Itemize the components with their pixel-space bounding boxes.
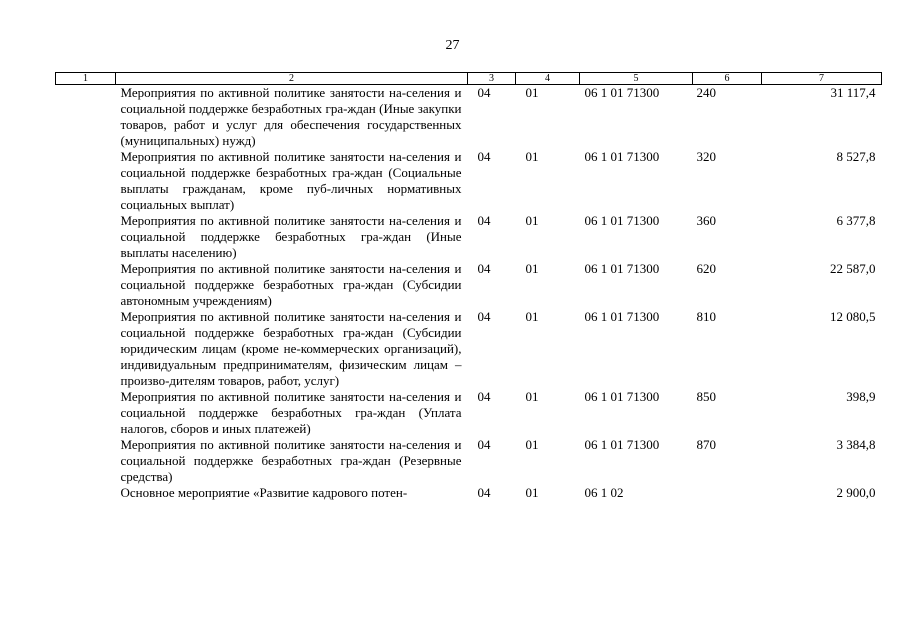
header-col-3: 3: [468, 73, 516, 85]
row-razdel: 01: [525, 389, 539, 404]
row-number-cell: [56, 437, 116, 485]
table-row: [56, 149, 882, 213]
row-ved: 04: [477, 149, 491, 164]
row-vr: 320: [696, 149, 716, 164]
row-kcs: 06 1 01 71300: [584, 389, 660, 404]
page-number: 27: [445, 38, 460, 53]
row-name: Мероприятия по активной политике занятости на-селения и социальной поддержке безработных гра-ждан (Субсидии юридическим лицам (кроме не-коммерческих организаций), индивидуальным предпринимателям, физическим лицам – произво-дителям товаров, работ, услуг): [120, 309, 462, 388]
row-vr: 850: [696, 389, 716, 404]
row-amount: 6 377,8: [836, 213, 876, 228]
row-name: Мероприятия по активной политике занятости на-селения и социальной поддержке безработных гра-ждан (Уплата налогов, сборов и иных платежей): [120, 389, 462, 436]
row-name: Основное мероприятие «Развитие кадрового потен-: [120, 485, 408, 500]
header-col-6: 6: [693, 73, 762, 85]
row-ved: 04: [477, 261, 491, 276]
table-row: [56, 261, 882, 309]
table-body: [56, 85, 882, 502]
header-col-2: 2: [116, 73, 468, 85]
row-number-cell: [56, 85, 116, 150]
table-row: [56, 437, 882, 485]
row-name: Мероприятия по активной политике занятости на-селения и социальной поддержке безработных гра-ждан (Социальные выплаты гражданам, кроме пуб-личных нормативных социальных выплат): [120, 149, 462, 212]
row-razdel: 01: [525, 85, 539, 100]
header-col-5: 5: [580, 73, 693, 85]
row-ved: 04: [477, 309, 491, 324]
row-name: Мероприятия по активной политике занятости на-селения и социальной поддержке безработных гра-ждан (Иные закупки товаров, работ и услуг для обеспечения государственных (муниципальных) нужд): [120, 85, 462, 148]
row-vr: 620: [696, 261, 716, 276]
row-kcs: 06 1 01 71300: [584, 261, 660, 276]
row-number-cell: [56, 309, 116, 389]
row-vr: 240: [696, 85, 716, 100]
budget-table: [55, 72, 882, 501]
table-row: [56, 309, 882, 389]
row-amount: 12 080,5: [830, 309, 876, 324]
row-kcs: 06 1 01 71300: [584, 437, 660, 452]
row-kcs: 06 1 01 71300: [584, 149, 660, 164]
row-kcs: 06 1 02: [584, 485, 624, 500]
row-razdel: 01: [525, 149, 539, 164]
table-header: [56, 73, 882, 85]
row-number-cell: [56, 389, 116, 437]
row-amount: 22 587,0: [830, 261, 876, 276]
row-number-cell: [56, 261, 116, 309]
row-name: Мероприятия по активной политике занятости на-селения и социальной поддержке безработных гра-ждан (Резервные средства): [120, 437, 462, 484]
row-ved: 04: [477, 485, 491, 500]
header-col-4: 4: [516, 73, 580, 85]
row-name: Мероприятия по активной политике занятости на-селения и социальной поддержке безработных гра-ждан (Субсидии автономным учреждениям): [120, 261, 462, 308]
row-ved: 04: [477, 437, 491, 452]
row-amount: 398,9: [846, 389, 876, 404]
row-amount: 31 117,4: [830, 85, 876, 100]
row-amount: 2 900,0: [836, 485, 876, 500]
header-col-1: 1: [56, 73, 116, 85]
header-col-7: 7: [762, 73, 882, 85]
row-ved: 04: [477, 389, 491, 404]
row-vr: 810: [696, 309, 716, 324]
row-vr: [693, 485, 762, 501]
row-number-cell: [56, 485, 116, 501]
row-amount: 3 384,8: [836, 437, 876, 452]
row-vr: 870: [696, 437, 716, 452]
row-ved: 04: [477, 213, 491, 228]
row-razdel: 01: [525, 213, 539, 228]
row-razdel: 01: [525, 437, 539, 452]
row-razdel: 01: [525, 261, 539, 276]
table-row: [56, 85, 882, 150]
header-row: [56, 73, 882, 85]
row-number-cell: [56, 149, 116, 213]
row-vr: 360: [696, 213, 716, 228]
table-row: [56, 213, 882, 261]
row-amount: 8 527,8: [836, 149, 876, 164]
row-kcs: 06 1 01 71300: [584, 309, 660, 324]
table-row: [56, 485, 882, 501]
row-number-cell: [56, 213, 116, 261]
table-row: [56, 389, 882, 437]
row-kcs: 06 1 01 71300: [584, 213, 660, 228]
row-razdel: 01: [525, 485, 539, 500]
row-razdel: 01: [525, 309, 539, 324]
row-name: Мероприятия по активной политике занятости на-селения и социальной поддержке безработных гра-ждан (Иные выплаты населению): [120, 213, 462, 260]
row-ved: 04: [477, 85, 491, 100]
row-kcs: 06 1 01 71300: [584, 85, 660, 100]
